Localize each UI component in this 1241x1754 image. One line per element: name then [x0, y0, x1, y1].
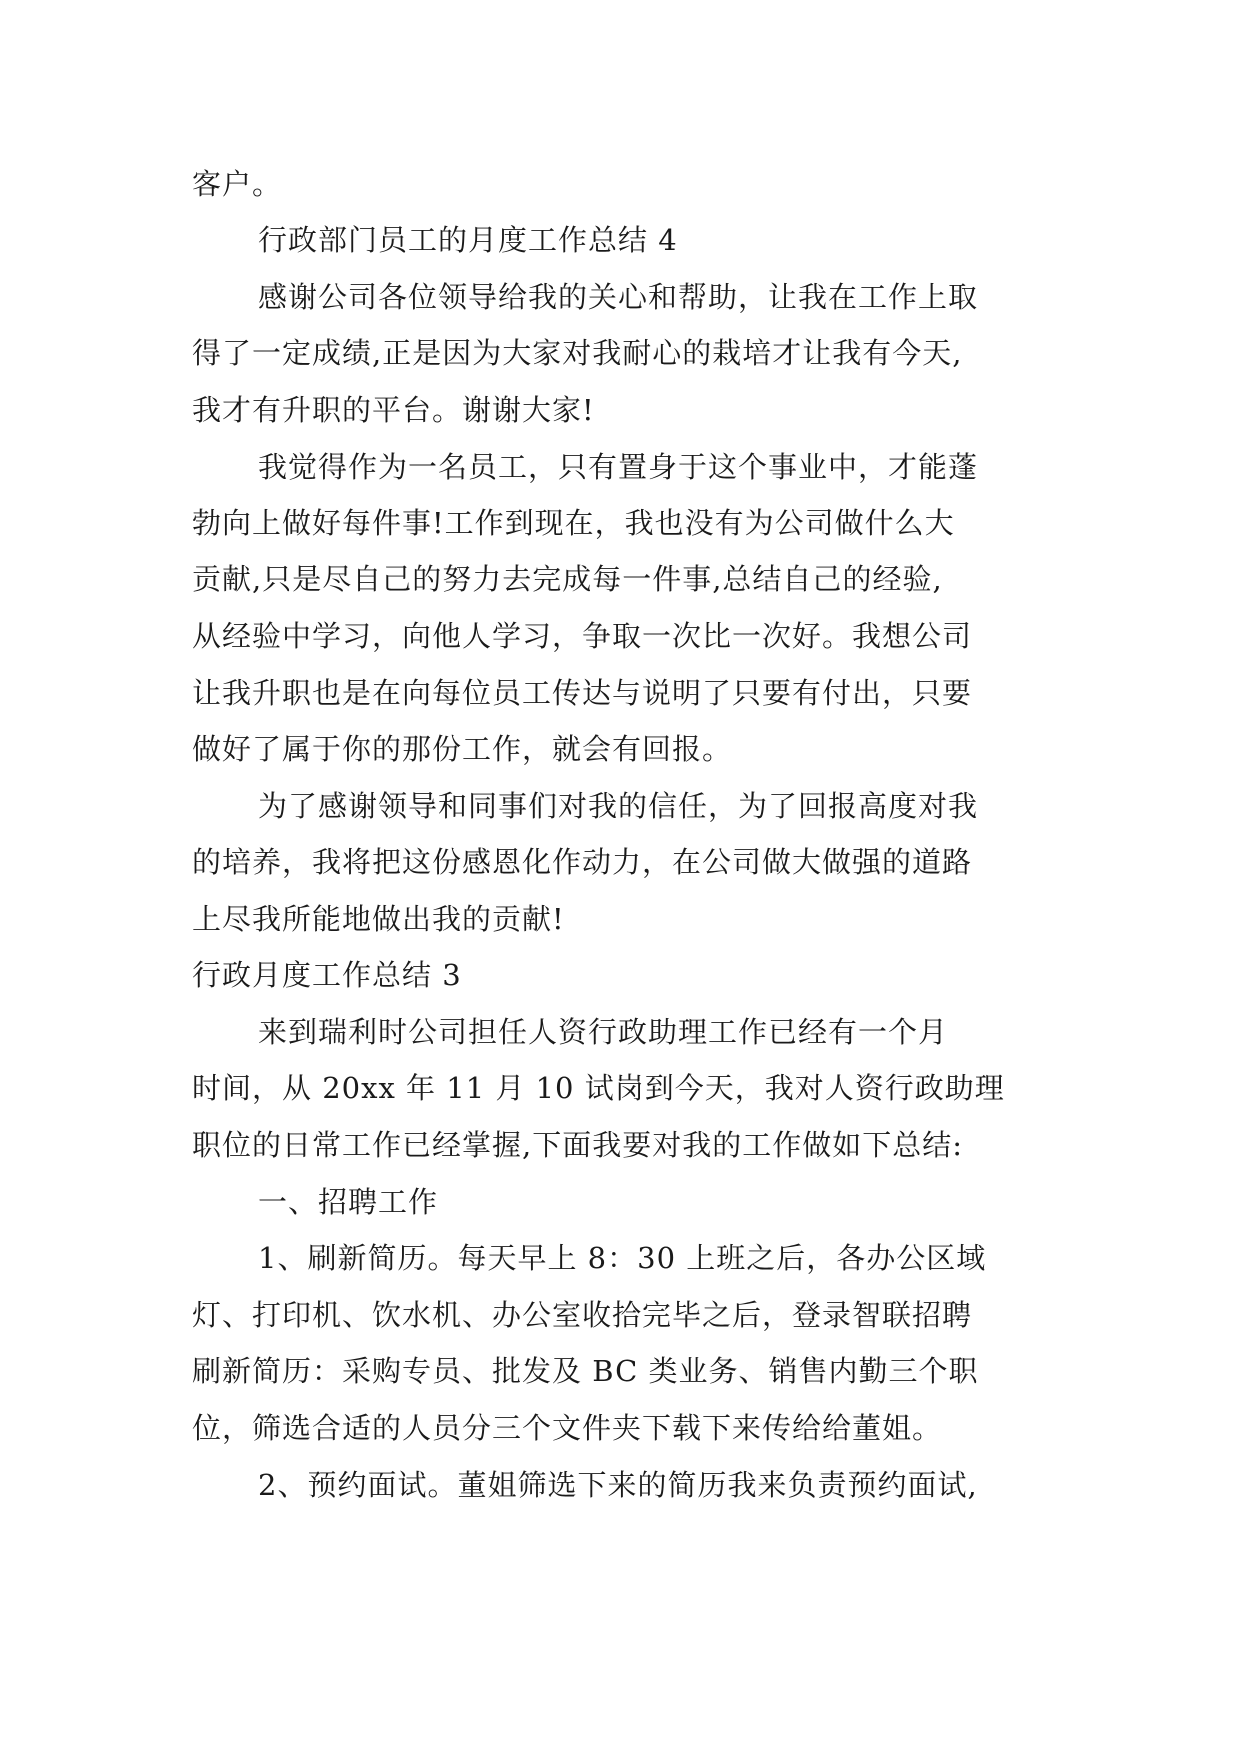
text-line: 2、预约面试。董姐筛选下来的简历我来负责预约面试,: [258, 1468, 978, 1502]
text-line: 的培养，我将把这份感恩化作动力，在公司做大做强的道路: [192, 845, 973, 879]
section-heading: 行政部门员工的月度工作总结 4: [258, 223, 678, 257]
text-line: 做好了属于你的那份工作，就会有回报。: [192, 732, 733, 766]
text-line: 贡献,只是尽自己的努力去完成每一件事,总结自己的经验,: [192, 562, 943, 596]
text-line: 职位的日常工作已经掌握,下面我要对我的工作做如下总结:: [192, 1128, 963, 1162]
text-line: 位，筛选合适的人员分三个文件夹下载下来传给给董姐。: [192, 1411, 943, 1445]
text-line: 我觉得作为一名员工，只有置身于这个事业中，才能蓬: [258, 450, 979, 484]
text-line: 刷新简历：采购专员、批发及 BC 类业务、销售内勤三个职: [192, 1354, 979, 1388]
text-line: 勃向上做好每件事!工作到现在，我也没有为公司做什么大: [192, 506, 955, 540]
text-line: 从经验中学习，向他人学习，争取一次比一次好。我想公司: [192, 619, 973, 653]
text-line: 客户。: [192, 167, 283, 201]
text-line: 让我升职也是在向每位员工传达与说明了只要有付出，只要: [192, 676, 973, 710]
text-line: 1、刷新简历。每天早上 8：30 上班之后，各办公区域: [258, 1241, 987, 1275]
text-line: 为了感谢领导和同事们对我的信任，为了回报高度对我: [258, 789, 979, 823]
text-line: 得了一定成绩,正是因为大家对我耐心的栽培才让我有今天,: [192, 336, 963, 370]
text-line: 灯、打印机、饮水机、办公室收拾完毕之后，登录智联招聘: [192, 1298, 973, 1332]
section-heading: 行政月度工作总结 3: [192, 958, 462, 992]
text-line: 时间，从 20xx 年 11 月 10 试岗到今天，我对人资行政助理: [192, 1071, 1005, 1105]
text-line: 我才有升职的平台。谢谢大家!: [192, 393, 595, 427]
text-line: 上尽我所能地做出我的贡献!: [192, 902, 565, 936]
text-line: 感谢公司各位领导给我的关心和帮助，让我在工作上取: [258, 280, 979, 314]
text-line: 来到瑞利时公司担任人资行政助理工作已经有一个月: [258, 1015, 949, 1049]
subsection-heading: 一、招聘工作: [258, 1185, 439, 1219]
